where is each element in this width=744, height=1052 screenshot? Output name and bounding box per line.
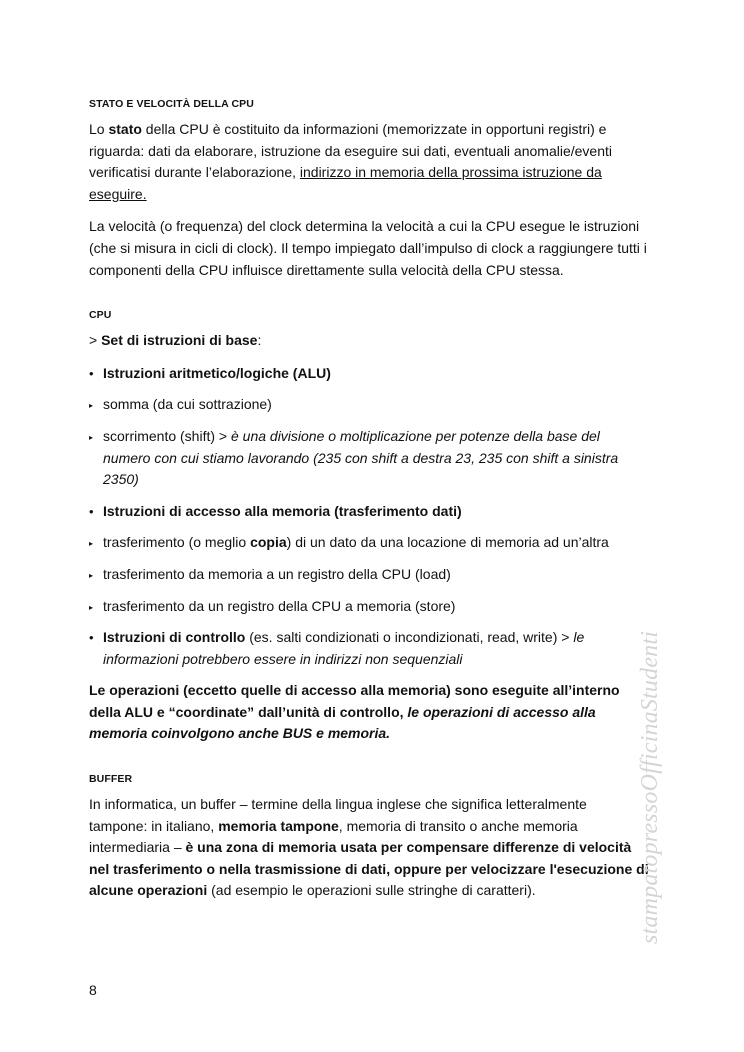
bold-text: Istruzioni aritmetico/logiche (ALU) — [103, 364, 331, 381]
bullet-icon: • — [89, 365, 94, 381]
paragraph-stato — [89, 119, 649, 205]
list-item — [89, 501, 649, 523]
triangle-bullet-icon: ▸ — [89, 539, 94, 549]
text: In informatica, un buffer – termine della lingua inglese che significa letteralmente tampone: in italiano, — [89, 796, 587, 834]
bold-text: memoria tampone — [218, 817, 339, 834]
bold-text: Istruzioni di controllo — [103, 629, 246, 646]
italic-text: è una divisione o moltiplicazione per potenze della base del numero con cui stiamo lavorando (235 con shift a destra 23, 235 con shift a sinistra 2350) — [103, 427, 619, 488]
text: della CPU è costituito da informazioni (memorizzate in opportuni registri) e riguarda: dati da elaborare, istruzione da eseguire sui dati, eventuali anomalie/eventi verificatisi durante l’elaborazione, — [89, 121, 612, 181]
bold-text: copia — [250, 534, 287, 551]
page-number: 8 — [89, 982, 97, 998]
section-heading-cpu: CPU — [89, 309, 112, 322]
list-item — [89, 627, 649, 670]
text: scorrimento (shift) > — [103, 427, 231, 444]
triangle-bullet-icon: ▸ — [89, 401, 94, 411]
triangle-bullet-icon: ▸ — [89, 570, 94, 580]
text: trasferimento da memoria a un registro della CPU (load) — [103, 565, 451, 582]
text: ) di un dato da una locazione di memoria ad un’altra — [286, 534, 609, 551]
paragraph-velocita: La velocità (o frequenza) del clock determina la velocità a cui la CPU esegue le istruzioni (che si misura in cicli di clock). Il tempo impiegato dall’impulso di clock a raggiungere tutti i componenti della CPU influisce direttamente sulla velocità della CPU stessa. — [89, 218, 647, 278]
summary-paragraph — [89, 680, 649, 745]
triangle-bullet-icon: ▸ — [89, 602, 94, 612]
bullet-icon: • — [89, 503, 94, 519]
bold-text: Le operazioni (eccetto quelle di accesso alla memoria) sono eseguite all’interno della ALU e “coordinate” dall’unità di controllo, — [89, 682, 620, 720]
bold-text: stato — [108, 121, 142, 137]
list-item — [89, 394, 649, 416]
list-item — [89, 596, 649, 618]
list-item — [89, 564, 649, 586]
text: trasferimento (o meglio — [103, 534, 251, 551]
bold-italic-text: le operazioni di accesso alla memoria coinvolgono anche BUS e memoria. — [89, 703, 596, 742]
text: : — [257, 332, 262, 349]
set-istruzioni-line — [89, 330, 649, 352]
document-page — [89, 98, 649, 913]
text: Lo — [89, 121, 109, 137]
triangle-bullet-icon: ▸ — [89, 432, 94, 442]
watermark: stampatopressoOfficinaStudenti — [637, 630, 663, 944]
paragraph-buffer — [89, 794, 649, 902]
bold-text: Set di istruzioni di base — [101, 332, 258, 349]
text: (ad esempio le operazioni sulle stringhe di caratteri). — [207, 882, 536, 899]
underlined-text: indirizzo in memoria della prossima istruzione da eseguire. — [89, 164, 602, 202]
text: , memoria di transito o anche memoria intermediaria – — [89, 817, 578, 856]
text: trasferimento da un registro della CPU a memoria (store) — [103, 597, 456, 614]
bold-text: è una zona di memoria usata per compensare differenze di velocità nel trasferimento o nella trasmissione di dati, oppure per velocizzare l'esecuzione di alcune operazioni — [89, 839, 649, 899]
text: > — [89, 332, 102, 349]
text: somma (da cui sottrazione) — [103, 396, 272, 413]
section-heading-stato: STATO E VELOCITÀ DELLA CPU — [89, 98, 254, 110]
bullet-icon: • — [89, 630, 94, 646]
bold-text: Istruzioni di accesso alla memoria (trasferimento dati) — [103, 502, 462, 519]
italic-text: le informazioni potrebbero essere in indirizzi non sequenziali — [103, 629, 585, 667]
section-heading-buffer: BUFFER — [89, 773, 133, 786]
text: (es. salti condizionati o incondizionati, read, write) > — [245, 629, 574, 646]
list-item — [89, 363, 649, 385]
list-item — [89, 426, 649, 491]
list-item — [89, 532, 649, 554]
